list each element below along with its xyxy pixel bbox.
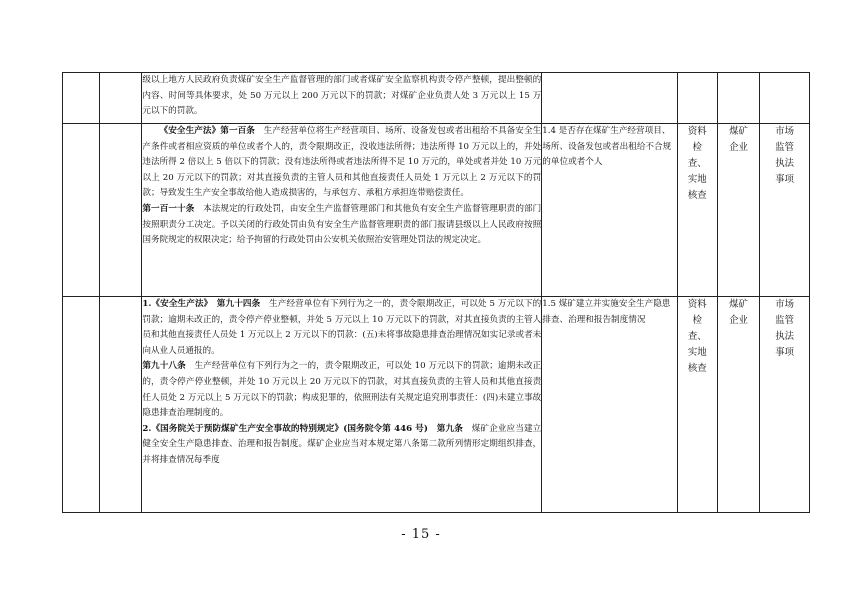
check-subject-cell: 煤矿企业 [717,124,759,297]
check-method-cell [677,73,717,124]
matter-cell [100,124,142,297]
serial-cell [63,297,100,513]
legal-paragraph: 第一百一十条 本法规定的行政处罚，由安全生产监督管理部门和其他负有安全生产监督管理职责的部门按照职责分工决定。予以关闭的行政处罚由负有安全生产监督管理职责的部门报请县级以上人民政府按照国务院规定的权限决定；给予拘留的行政处罚由公安机关依照治安管理处罚法的规定决定。 [142,203,542,246]
legal-paragraph: 第九十八条 生产经营单位有下列行为之一的，责令限期改正，可以处 10 万元以下的罚款；逾期未改正的，责令停产停业整顿，并处 10 万元以上 20 万元以下的罚款，对其直接负责的主管人员和其他直接责任人员处 2 万元以上 5 万元以下的罚款；构成犯罪的，依照刑法有关规定追究刑事责任：(四)未建立事故隐患排查治理制度的。 [142,361,542,419]
enforcement-items-table [62,72,810,513]
matter-category-cell: 市场监管执法事项 [760,297,810,513]
table-row [63,73,810,124]
matter-category-cell [760,73,810,124]
check-method-cell: 资料检查、实地核查 [677,297,717,513]
legal-paragraph: 《安全生产法》第一百条 生产经营单位将生产经营项目、场所、设备发包或者出租给不具备安全生产条件或者相应资质的单位或者个人的，责令限期改正，没收违法所得；违法所得 10 万元以上的，并处违法所得 2 倍以上 5 倍以下的罚款；没有违法所得或者违法所得不足 10 万元的，单处或者并处 10 万元以上 20 万元以下的罚款；对其直接负责的主管人员和其他直接责任人员处 1 万元以上 2 万元以下的罚款；导致发生生产安全事故给他人造成损害的，与承包方、承租方承担连带赔偿责任。 [142,126,542,199]
legal-basis-cell [142,73,542,124]
legal-paragraph: 2.《国务院关于预防煤矿生产安全事故的特别规定》(国务院令第 446 号) 第九条 煤矿企业应当建立健全安全生产隐患排查、治理和报告制度。煤矿企业应当对本规定第八条第二款所列情形定期组织排查，并将排查情况每季度 [142,423,542,465]
check-method-cell: 资料检查、实地核查 [677,124,717,297]
matter-cell [100,297,142,513]
legal-paragraph: 1.《安全生产法》 第九十四条 生产经营单位有下列行为之一的，责令限期改正，可以处 5 万元以下的罚款；逾期未改正的，责令停产停业整顿，并处 5 万元以上 10 万元以下的罚款，对其直接负责的主管人员和其他直接责任人员处 1 万元以上 2 万元以下的罚款：(五)未将事故隐患排查治理情况如实记录或者未向从业人员通报的。 [142,299,542,356]
matter-category-cell: 市场监管执法事项 [760,124,810,297]
page-number: - 15 - [401,527,441,542]
check-item-cell: 1.4 是否存在煤矿生产经营项目、场所、设备发包或者出租给不合规的单位或者个人 [542,124,677,297]
legal-paragraph: 级以上地方人民政府负责煤矿安全生产监督管理的部门或者煤矿安全监察机构责令停产整顿，提出整顿的内容、时间等具体要求，处 50 万元以上 200 万元以下的罚款；对煤矿企业负责人处 3 万元以上 15 万元以下的罚款。 [142,75,542,117]
check-subject-cell [717,73,759,124]
table-row [63,124,810,297]
check-item-cell [542,73,677,124]
check-item-cell: 1.5 煤矿建立并实施安全生产隐患排查、治理和报告制度情况 [542,297,677,513]
check-subject-cell: 煤矿企业 [717,297,759,513]
legal-basis-cell [142,124,542,297]
matter-cell [100,73,142,124]
serial-cell [63,124,100,297]
table-row [63,297,810,513]
serial-cell [63,73,100,124]
legal-basis-cell [142,297,542,513]
